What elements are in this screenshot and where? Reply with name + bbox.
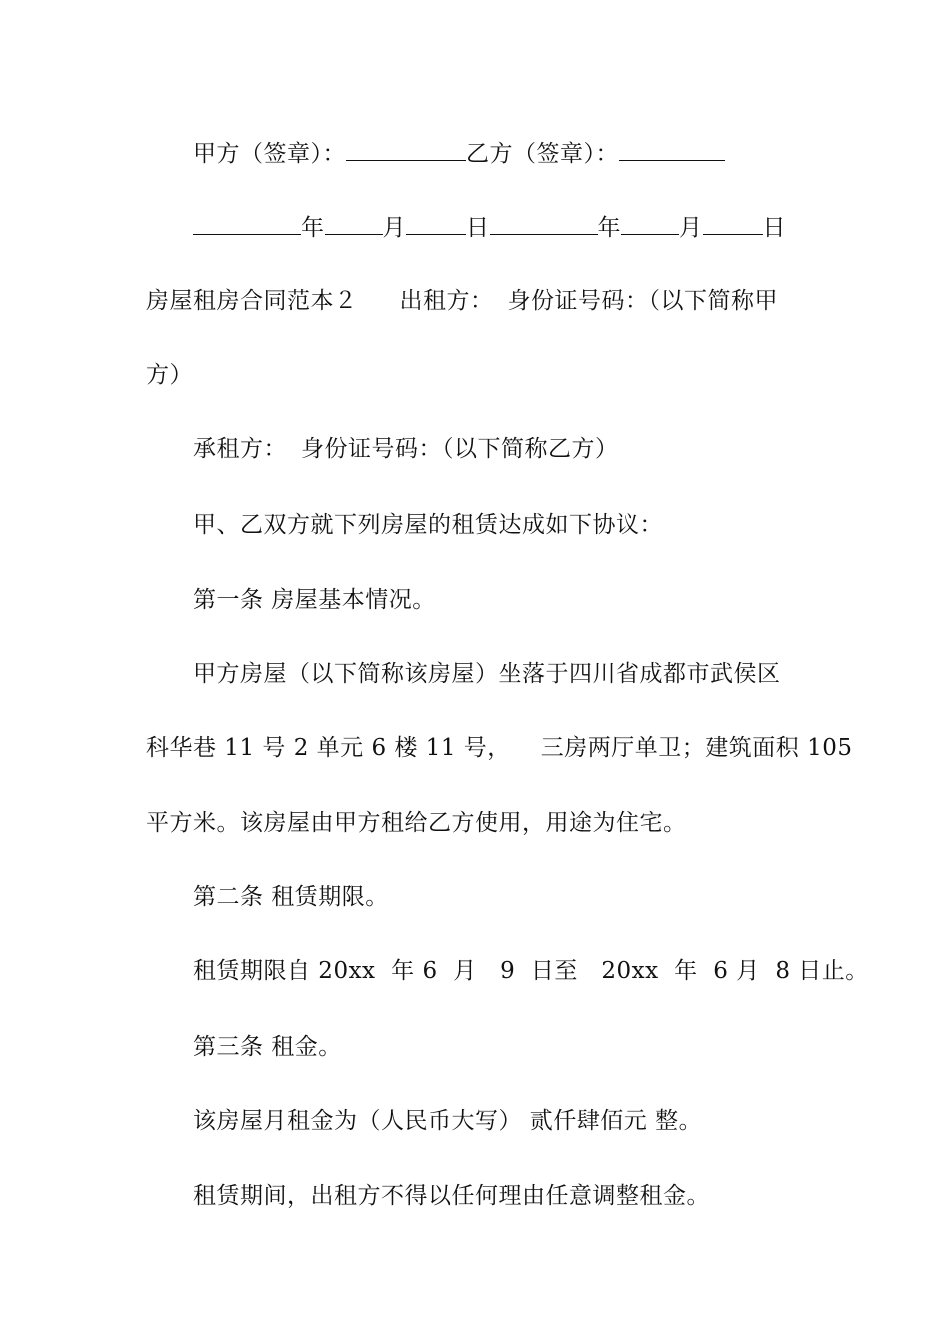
article-3-heading: 第三条 租金。: [193, 1034, 342, 1060]
party-b-month-label: 月: [679, 215, 703, 241]
party-a-year-label: 年: [301, 215, 325, 241]
agreement-intro: 甲、乙双方就下列房屋的租赁达成如下协议：: [193, 512, 663, 538]
party-b-year-blank: [490, 212, 598, 235]
property-location-line-1: 甲方房屋（以下简称该房屋）坐落于四川省成都市武侯区: [193, 661, 781, 687]
monthly-rent: 该房屋月租金为（人民币大写） 贰仟肆佰元 整。: [193, 1108, 703, 1134]
party-a-signature-label: 甲方（签章）：: [193, 141, 346, 167]
lessor-line-continued: [146, 360, 826, 390]
party-b-month-blank: [621, 212, 679, 235]
party-a-day-label: 日: [466, 215, 490, 241]
party-b-signature-label: 乙方（签章）：: [466, 141, 619, 167]
lessee-line: [193, 434, 873, 464]
contract-title: 房屋租房合同范本２: [146, 288, 358, 314]
lease-term: 租赁期限自 20xx 年 6 月 9 日至 20xx 年 6 月 8 日止。: [193, 958, 869, 984]
property-address: 科华巷 11 号 2 单元 6 楼 11 号，: [146, 735, 511, 761]
lessee-label: 承租方：: [193, 436, 287, 462]
lessor-label: 出租方：: [399, 288, 494, 314]
signature-line: [193, 138, 873, 169]
party-b-year-label: 年: [597, 215, 621, 241]
property-layout: 三房两厅单卫；建筑面积 105: [540, 735, 853, 761]
lessor-alias: 方）: [146, 362, 193, 388]
party-a-day-blank: [406, 212, 466, 235]
party-a-month-blank: [325, 212, 383, 235]
article-2-heading: 第二条 租赁期限。: [193, 884, 389, 910]
party-b-day-blank: [703, 212, 763, 235]
contract-title-line: [146, 286, 826, 316]
article-1-heading: 第一条 房屋基本情况。: [193, 587, 436, 613]
lessor-id-label: 身份证号码：（以下简称甲: [507, 288, 778, 314]
party-b-signature-blank: [619, 138, 725, 161]
date-line: [193, 212, 873, 243]
party-a-year-blank: [193, 212, 301, 235]
lessee-id-label: 身份证号码：（以下简称乙方）: [301, 436, 619, 462]
property-location-line-2: [146, 733, 853, 763]
party-a-signature-blank: [346, 138, 466, 161]
party-a-month-label: 月: [382, 215, 406, 241]
party-b-day-label: 日: [762, 215, 786, 241]
rent-adjustment-clause: 租赁期间，出租方不得以任何理由任意调整租金。: [193, 1183, 710, 1209]
property-location-line-3: 平方米。该房屋由甲方租给乙方使用，用途为住宅。: [146, 810, 687, 836]
